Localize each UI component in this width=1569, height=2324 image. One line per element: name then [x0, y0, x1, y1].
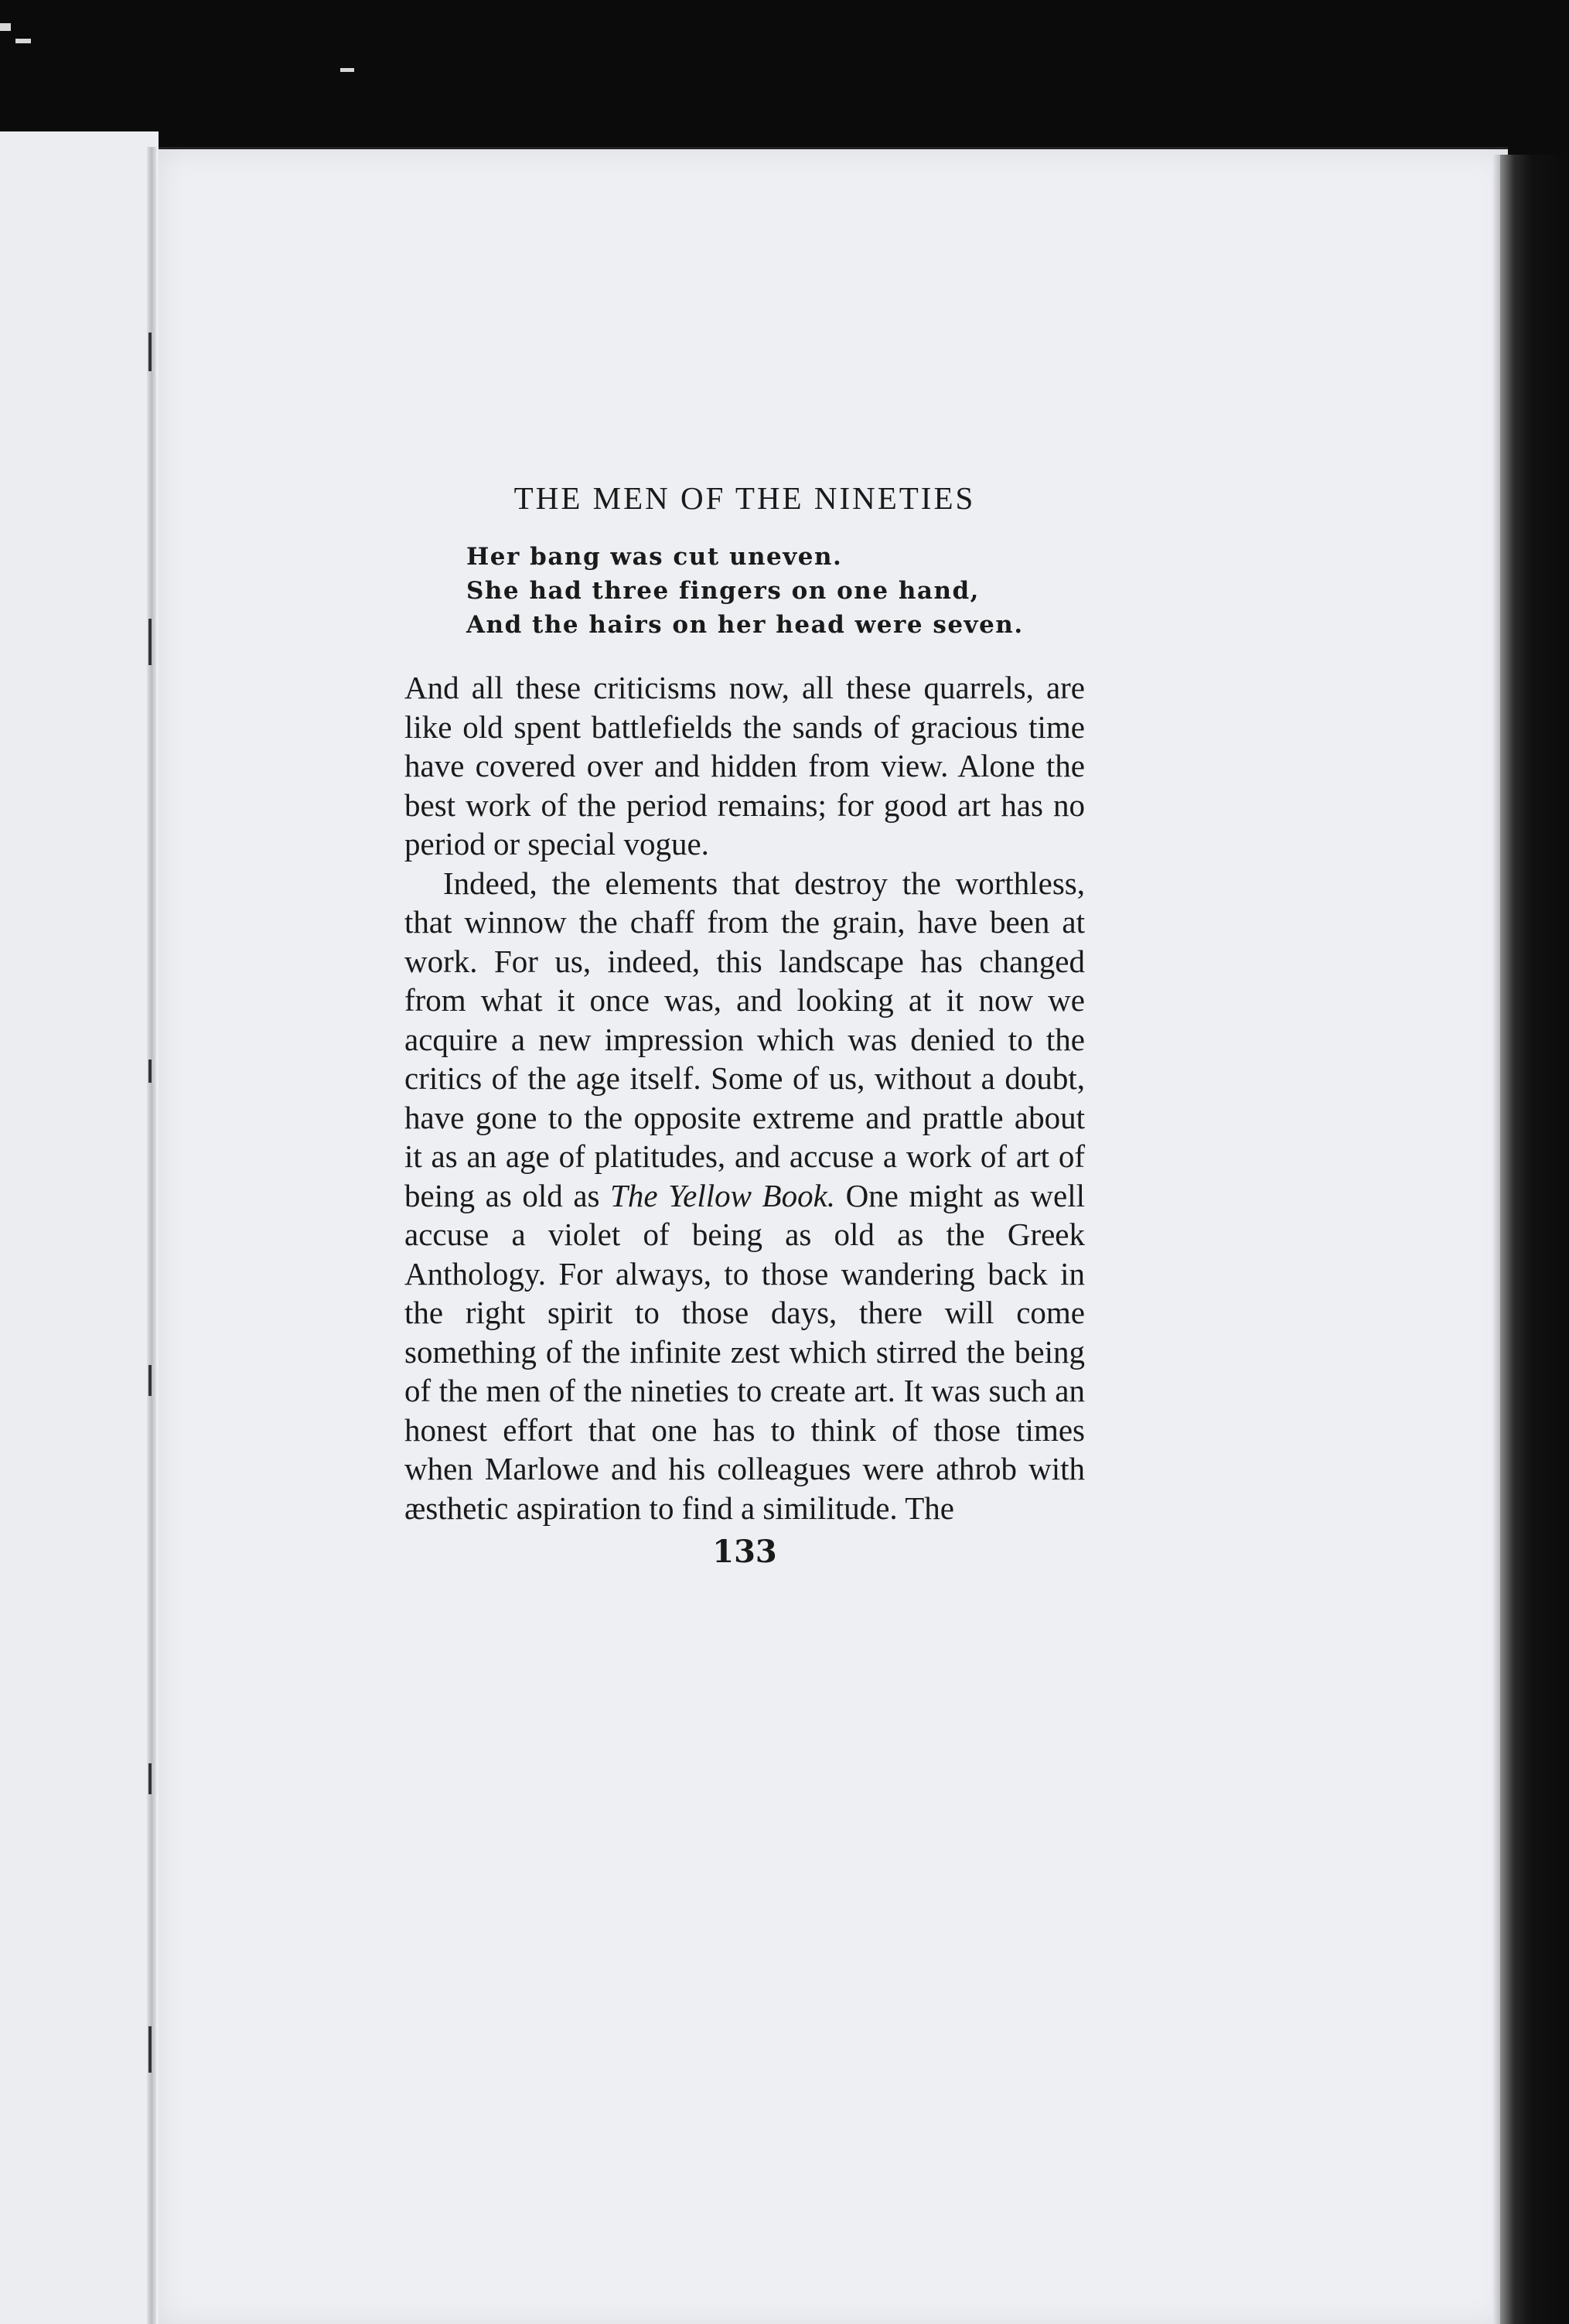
gutter-mark — [148, 1060, 152, 1083]
gutter-mark — [148, 619, 152, 665]
paragraph — [404, 668, 1085, 864]
scan-artifact — [340, 68, 354, 72]
paragraph-text: One might as well accuse a violet of being as old as the Greek Anthology. For always, to those wandering back in the right spirit to those days, there will come something of the infinite zest which stirred the being of the men of the nineties to create art. It was such an honest effort that one has to think of those times when Marlowe and his colleagues were athrob with æsthetic aspiration to find a similitude. The — [404, 1177, 1085, 1526]
scan-artifact — [15, 39, 31, 43]
verse-quotation — [466, 540, 1085, 642]
gutter-mark — [148, 1763, 152, 1794]
verse-line: She had three fingers on one hand, — [466, 577, 980, 605]
gutter-edge — [147, 147, 156, 2324]
paragraph-text: And all these criticisms now, all these quarrels, are like old spent battlefields the sands of gracious time have covered over and hidden from view. Alone the best work of the period remains; for good art has no period or special vogue. — [404, 670, 1085, 862]
body-text — [404, 668, 1085, 1527]
gutter-mark — [148, 333, 152, 371]
running-head: THE MEN OF THE NINETIES — [513, 480, 976, 516]
verse-line: Her bang was cut uneven. — [466, 543, 843, 571]
page-text — [404, 479, 1085, 1570]
page-number: 133 — [712, 1534, 777, 1570]
book-title: The Yellow Book. — [610, 1177, 836, 1213]
gutter-mark — [148, 2026, 152, 2073]
verse-line: And the hairs on her head were seven. — [466, 611, 1024, 639]
facing-page-strip — [0, 131, 159, 2324]
scan-artifact — [0, 23, 11, 31]
gutter-mark — [148, 1365, 152, 1396]
scan-border-right — [1500, 155, 1569, 2324]
paragraph — [404, 864, 1085, 1528]
paragraph-text: Indeed, the elements that destroy the worthless, that winnow the chaff from the grain, have been at work. For us, indeed, this landscape has changed from what it once was, and looking at it now we acquire a new impression which was denied to the critics of the age itself. Some of us, without a doubt, have gone to the opposite extreme and prattle about it as an age of platitudes, and accuse a work of art of being as old as — [404, 865, 1085, 1213]
